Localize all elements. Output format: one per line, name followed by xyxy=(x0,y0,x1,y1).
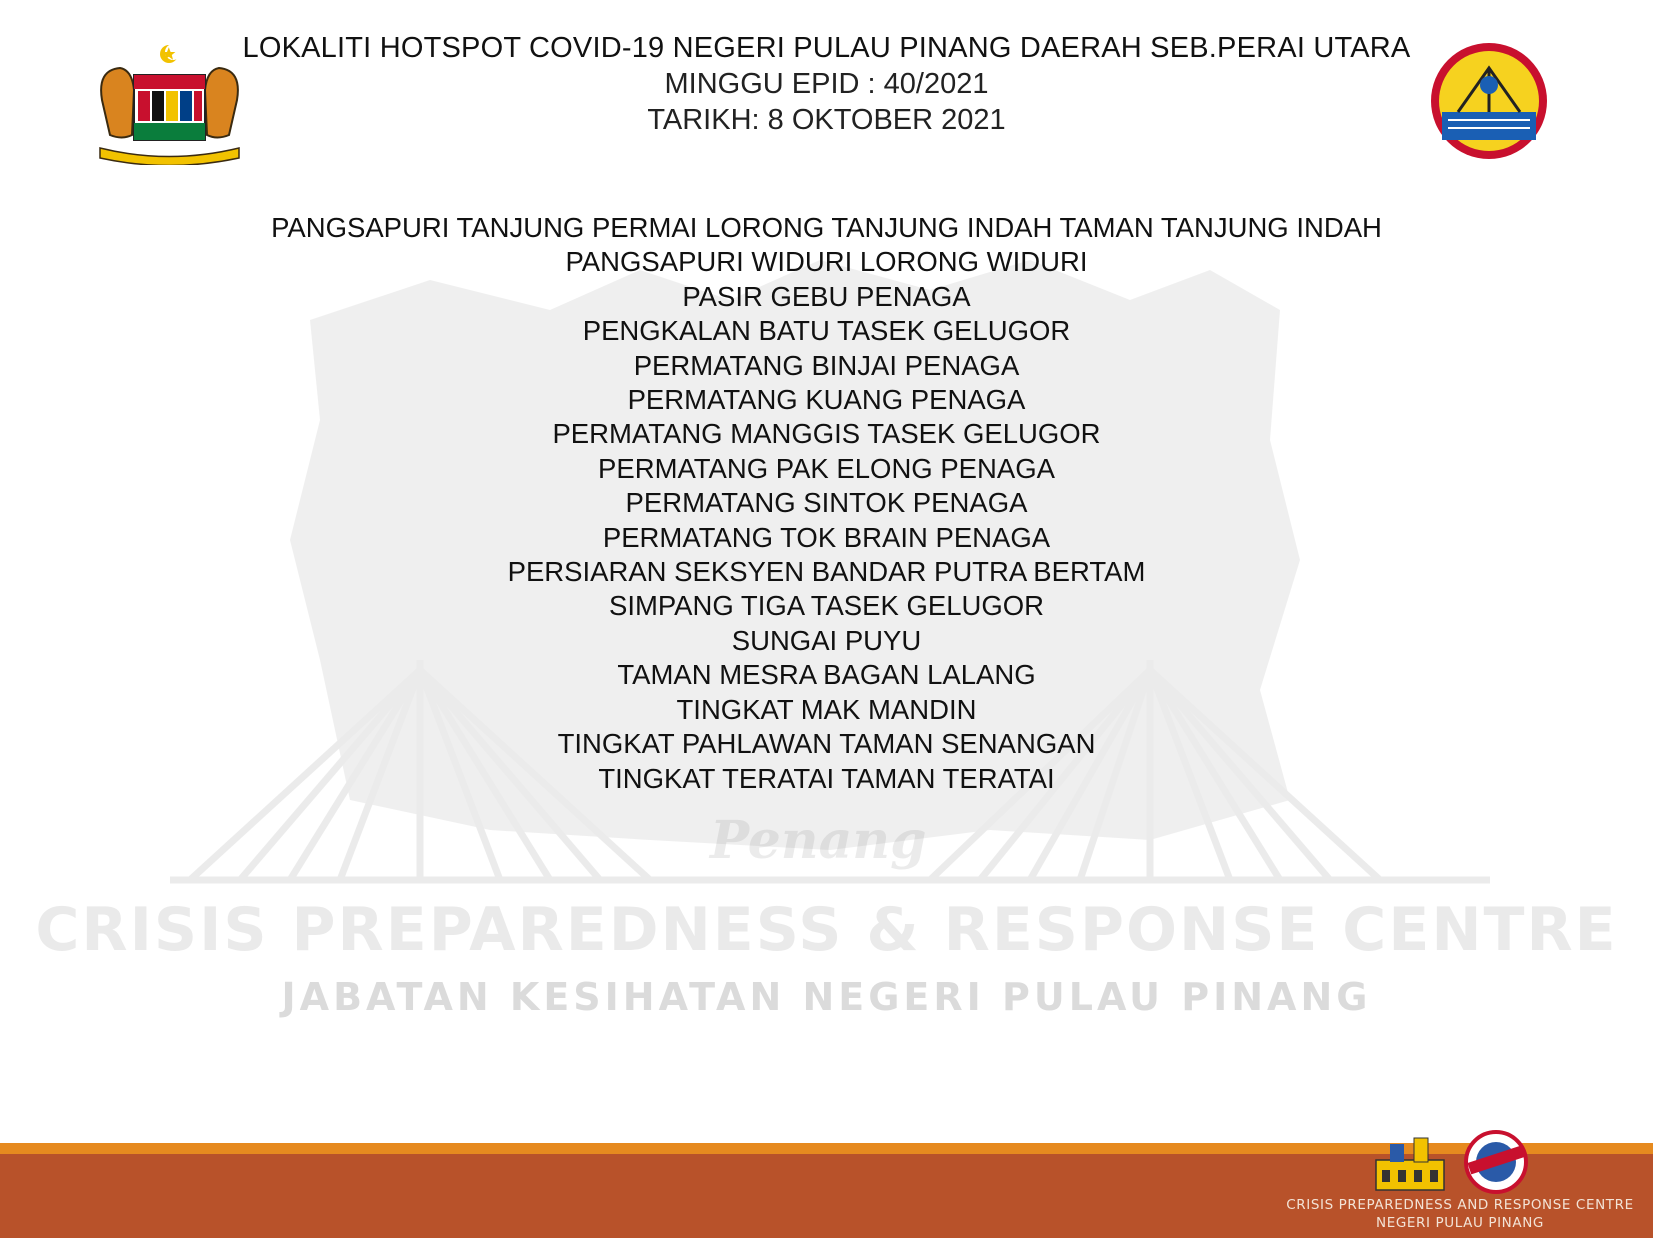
list-item: PERMATANG KUANG PENAGA xyxy=(627,384,1026,416)
list-item: PERMATANG PAK ELONG PENAGA xyxy=(598,452,1055,484)
watermark-line-1: CRISIS PREPAREDNESS & RESPONSE CENTRE xyxy=(35,895,1618,965)
cprc-penang-logos-icon xyxy=(1368,1130,1538,1198)
watermark-script-text: Penang xyxy=(710,810,927,871)
list-item: TINGKAT PAHLAWAN TAMAN SENANGAN xyxy=(557,728,1096,760)
footer-line-2: NEGERI PULAU PINANG xyxy=(1376,1215,1544,1231)
epid-week: MINGGU EPID : 40/2021 xyxy=(664,68,989,100)
list-item: PANGSAPURI TANJUNG PERMAI LORONG TANJUNG INDAH TAMAN TANJUNG INDAH xyxy=(271,212,1382,243)
malaysia-coat-of-arms-icon xyxy=(92,40,247,165)
footer-text xyxy=(1270,1196,1650,1232)
header xyxy=(240,30,1413,138)
watermark-line-2: JABATAN KESIHATAN NEGERI PULAU PINANG xyxy=(281,975,1372,1019)
list-item: PENGKALAN BATU TASEK GELUGOR xyxy=(582,315,1071,347)
list-item: TINGKAT TERATAI TAMAN TERATAI xyxy=(598,762,1055,794)
list-item: TAMAN MESRA BAGAN LALANG xyxy=(617,659,1036,691)
report-date: TARIKH: 8 OKTOBER 2021 xyxy=(647,104,1006,136)
list-item: PERMATANG TOK BRAIN PENAGA xyxy=(602,521,1051,553)
footer-line-1: CRISIS PREPAREDNESS AND RESPONSE CENTRE xyxy=(1286,1197,1634,1213)
list-item: PERMATANG BINJAI PENAGA xyxy=(633,349,1020,381)
seberang-perai-council-emblem-icon xyxy=(1428,40,1550,162)
list-item: TINGKAT MAK MANDIN xyxy=(676,693,977,725)
list-item: SIMPANG TIGA TASEK GELUGOR xyxy=(608,590,1045,622)
list-item: PASIR GEBU PENAGA xyxy=(682,280,971,312)
list-item: PERMATANG SINTOK PENAGA xyxy=(625,487,1028,519)
list-item: PERMATANG MANGGIS TASEK GELUGOR xyxy=(552,418,1101,450)
list-item: PANGSAPURI WIDURI LORONG WIDURI xyxy=(565,246,1088,278)
page-title: LOKALITI HOTSPOT COVID-19 NEGERI PULAU PINANG DAERAH SEB.PERAI UTARA xyxy=(242,32,1411,64)
locality-list xyxy=(160,211,1493,796)
list-item: SUNGAI PUYU xyxy=(731,624,922,656)
list-item: PERSIARAN SEKSYEN BANDAR PUTRA BERTAM xyxy=(507,556,1146,588)
